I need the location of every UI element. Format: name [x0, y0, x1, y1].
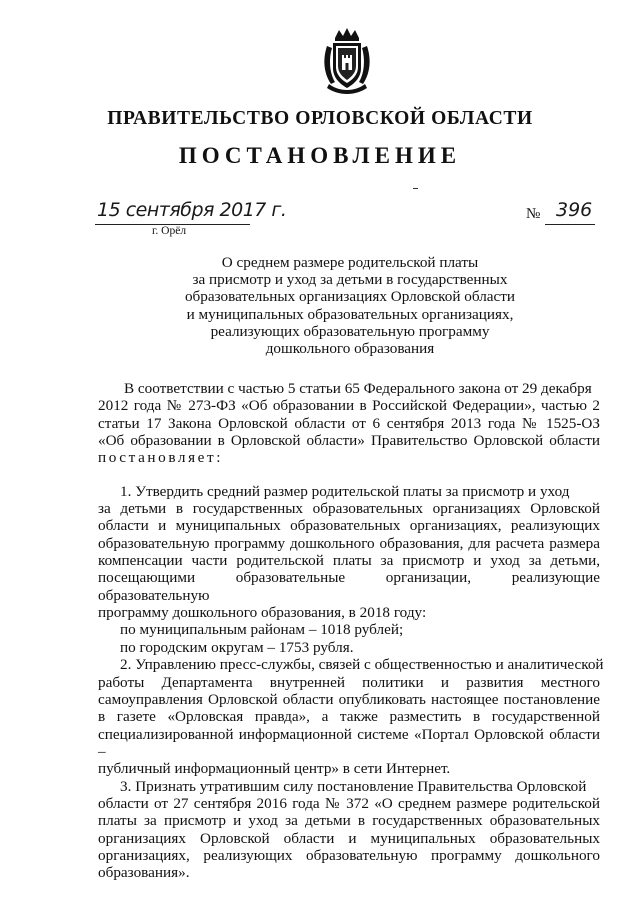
- item-line: платы за присмотр и уход за детьми в государственных образовательных: [98, 812, 600, 830]
- title-line: дошкольного образования: [265, 340, 435, 358]
- title-line: образовательных организациях Орловской области: [184, 288, 516, 306]
- item-line: публичный информационный центр» в сети Интернет.: [98, 760, 451, 778]
- item-line: организациях Орловской области и муниципальных образовательных: [98, 829, 600, 847]
- document-type-heading: ПОСТАНОВЛЕНИЕ: [178, 143, 462, 168]
- coat-of-arms-icon: [321, 28, 373, 94]
- preamble-line: «Об образовании в Орловской области» Правительство Орловской области: [98, 432, 600, 450]
- item-line: по муниципальным районам – 1018 рублей;: [120, 621, 404, 639]
- item-line: программу дошкольного образования, в 2018 году:: [98, 604, 427, 622]
- item-3: [98, 778, 600, 882]
- item-line: 1. Утвердить средний размер родительской платы за присмотр и уход: [120, 482, 570, 500]
- item-1: [98, 483, 600, 656]
- preamble: [98, 380, 600, 467]
- paragraph-gap: [98, 467, 600, 483]
- item-line: самоуправления Орловской области опубликовать настоящее постановление: [98, 690, 600, 708]
- number-underline: [545, 224, 595, 225]
- document-date: 15 сентября 2017 г.: [97, 199, 287, 221]
- item-line: 3. Признать утратившим силу постановление Правительства Орловской: [120, 777, 587, 795]
- preamble-line: 2012 года № 273-ФЗ «Об образовании в Российской Федерации», частью 2: [98, 397, 600, 415]
- item-line: организациях, реализующих образовательную программу дошкольного: [98, 846, 600, 864]
- item-line: компенсации части родительской платы за присмотр и уход за детьми,: [98, 552, 600, 570]
- item-line: за детьми в государственных образовательных организациях Орловской: [98, 500, 600, 518]
- item-2: [98, 656, 604, 778]
- document-city: г. Орёл: [152, 225, 187, 237]
- number-label: №: [526, 206, 541, 222]
- item-line: области и муниципальных образовательных организациях, реализующих: [98, 517, 600, 535]
- title-line: О среднем размере родительской платы: [221, 254, 479, 271]
- item-line: образования».: [98, 864, 190, 882]
- organization-heading: ПРАВИТЕЛЬСТВО ОРЛОВСКОЙ ОБЛАСТИ: [107, 108, 533, 129]
- title-line: реализующих образовательную программу: [210, 322, 490, 340]
- document-number: 396: [556, 199, 593, 221]
- decorative-dash: [413, 188, 418, 189]
- preamble-line: постановляет:: [98, 449, 224, 467]
- item-line: посещающими образовательные организации, реализующие образовательную: [98, 569, 600, 604]
- title-line: и муниципальных образовательных организациях,: [186, 305, 514, 323]
- item-line: по городским округам – 1753 рубля.: [120, 638, 354, 656]
- item-line: 2. Управлению пресс-службы, связей с общественностью и аналитической: [120, 656, 604, 674]
- document-title: [150, 254, 550, 357]
- item-line: в газете «Орловская правда», а также разместить в государственной: [98, 708, 600, 726]
- item-line: образовательную программу дошкольного образования, для расчета размера: [98, 534, 600, 552]
- document-body: [98, 380, 604, 882]
- preamble-line: статьи 17 Закона Орловской области от 6 сентября 2013 года № 1525-ОЗ: [98, 414, 600, 432]
- item-line: области от 27 сентября 2016 года № 372 «О среднем размере родительской: [98, 794, 600, 812]
- title-line: за присмотр и уход за детьми в государственных: [192, 271, 508, 289]
- preamble-line: В соответствии с частью 5 статьи 65 Федерального закона от 29 декабря: [124, 380, 592, 397]
- item-line: работы Департамента внутренней политики и развития местного: [98, 673, 600, 691]
- item-line: специализированной информационной системе «Портал Орловской области –: [98, 725, 600, 760]
